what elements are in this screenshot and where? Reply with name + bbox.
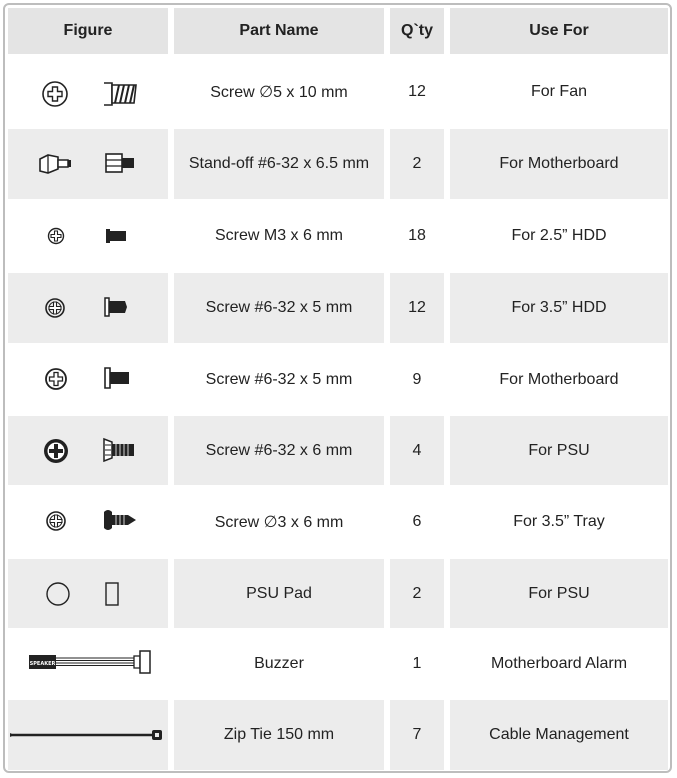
table-row-figure-cell — [8, 487, 168, 557]
table-row-figure-cell — [8, 57, 168, 127]
table-row-qty: 4 — [390, 416, 444, 485]
psu-screw-head-icon — [42, 437, 70, 465]
table-row-qty: 9 — [390, 345, 444, 414]
table-row-part-name: Buzzer — [174, 630, 384, 698]
table-row-part-name: Zip Tie 150 mm — [174, 700, 384, 770]
table-row-part-name: Screw ∅3 x 6 mm — [174, 487, 384, 557]
buzzer-speaker-label: SPEAKER — [29, 661, 56, 667]
header-use-for: Use For — [450, 8, 668, 54]
hdd-screw-head-icon — [44, 297, 66, 319]
table-row-figure-cell — [8, 201, 168, 271]
table-row-figure-cell — [8, 559, 168, 628]
motherboard-screw-side-icon — [103, 366, 131, 390]
table-row-qty: 2 — [390, 559, 444, 628]
table-row-use-for: For 3.5” Tray — [450, 487, 668, 557]
motherboard-screw-head-icon — [44, 367, 68, 391]
table-row-use-for: Cable Management — [450, 700, 668, 770]
table-row-part-name: Screw #6-32 x 5 mm — [174, 273, 384, 343]
tray-screw-side-icon — [102, 508, 138, 532]
table-row-qty: 12 — [390, 273, 444, 343]
table-row-use-for: For PSU — [450, 416, 668, 485]
header-figure: Figure — [8, 8, 168, 54]
table-row-part-name: Stand-off #6-32 x 6.5 mm — [174, 129, 384, 199]
table-row-qty: 7 — [390, 700, 444, 770]
table-row-use-for: For 2.5” HDD — [450, 201, 668, 271]
table-row-figure-cell — [8, 416, 168, 485]
hdd-screw-side-icon — [103, 296, 129, 318]
table-row-part-name: PSU Pad — [174, 559, 384, 628]
standoff-side-icon — [104, 152, 136, 174]
table-row-use-for: For PSU — [450, 559, 668, 628]
tray-screw-head-icon — [45, 510, 67, 532]
table-row-use-for: For 3.5” HDD — [450, 273, 668, 343]
table-row-qty: 1 — [390, 630, 444, 698]
table-row-part-name: Screw ∅5 x 10 mm — [174, 57, 384, 127]
table-row-use-for: Motherboard Alarm — [450, 630, 668, 698]
header-part-name: Part Name — [174, 8, 384, 54]
psu-pad-side-icon — [104, 581, 120, 607]
m3-screw-head-icon — [47, 227, 65, 245]
table-row-figure-cell — [8, 129, 168, 199]
table-row-figure-cell — [8, 345, 168, 414]
table-row-qty: 12 — [390, 57, 444, 127]
psu-pad-top-icon — [45, 581, 71, 607]
table-row-use-for: For Fan — [450, 57, 668, 127]
fan-screw-side-icon — [102, 81, 138, 107]
table-row-figure-cell — [8, 273, 168, 343]
table-row-part-name: Screw #6-32 x 6 mm — [174, 416, 384, 485]
fan-screw-head-icon — [40, 80, 70, 108]
standoff-angled-icon — [36, 151, 74, 177]
table-row-part-name: Screw M3 x 6 mm — [174, 201, 384, 271]
zip-tie-icon — [8, 726, 166, 744]
m3-screw-side-icon — [104, 227, 128, 245]
table-row-qty: 2 — [390, 129, 444, 199]
table-row-part-name: Screw #6-32 x 5 mm — [174, 345, 384, 414]
table-row-qty: 6 — [390, 487, 444, 557]
table-row-use-for: For Motherboard — [450, 129, 668, 199]
table-row-use-for: For Motherboard — [450, 345, 668, 414]
header-qty: Q`ty — [390, 8, 444, 54]
psu-screw-side-icon — [102, 437, 136, 463]
table-row-qty: 18 — [390, 201, 444, 271]
